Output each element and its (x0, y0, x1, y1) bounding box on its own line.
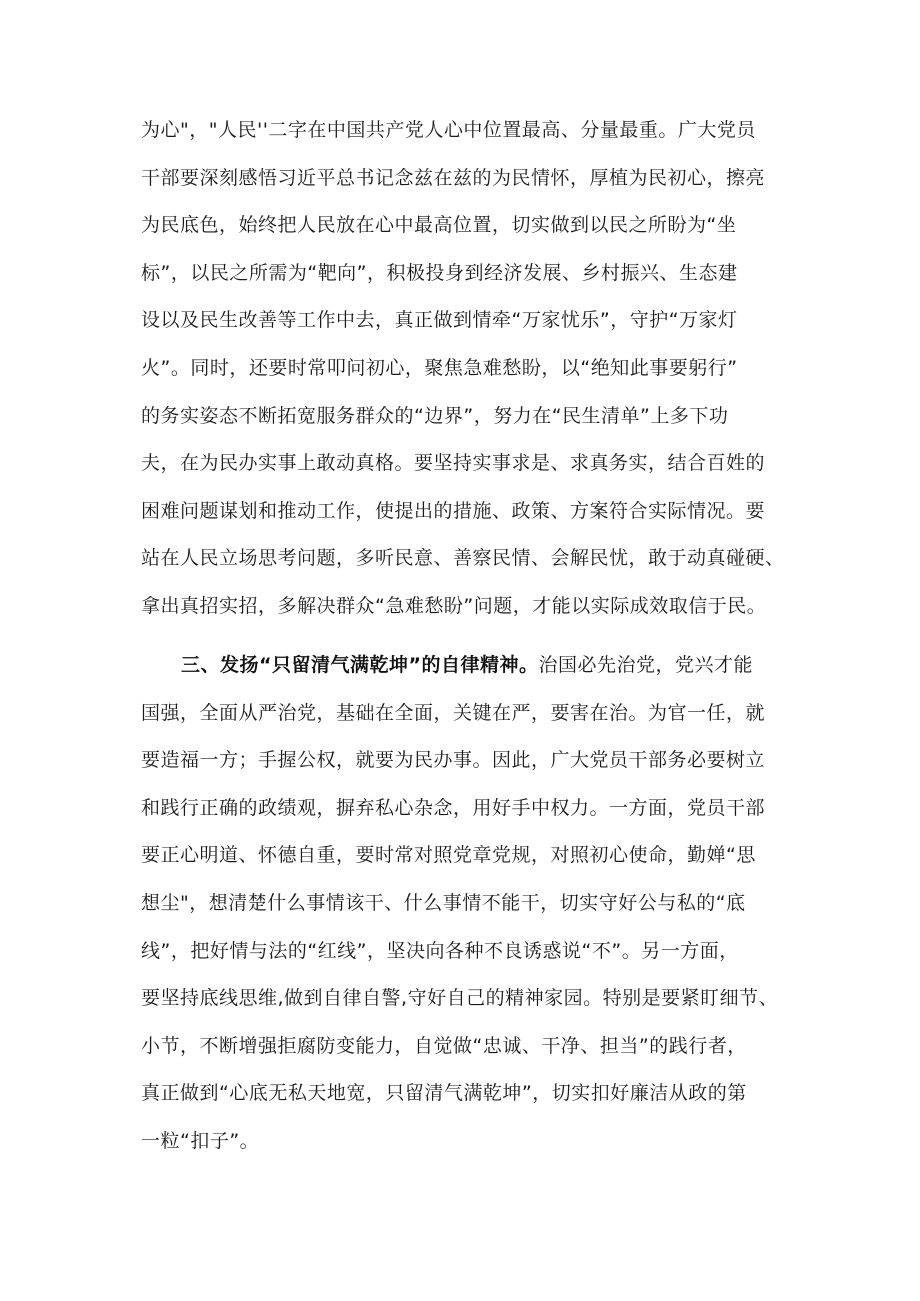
paragraph-2-line: 小节，不断增强拒腐防变能力，自觉做“忠诚、干净、担当”的践行者， (141, 1035, 747, 1057)
paragraph-1-line: 困难问题谋划和推动工作，使提出的措施、政策、方案符合实际情况。要 (141, 500, 766, 522)
paragraph-1-line: 站在人民立场思考问题，多听民意、善察民情、会解民忧，敢于动真碰硬、 (141, 547, 785, 569)
paragraph-1-line: 为民底色，始终把人民放在心中最高位置，切实做到以民之所盼为“坐 (141, 214, 737, 236)
paragraph-2-line: 真正做到“心底无私天地宽，只留清气满乾坤”，切实扣好廉洁从政的第 (141, 1082, 747, 1104)
paragraph-2-line: 要坚持底线思维,做到自律自警,守好自己的精神家园。特别是要紧盯细节、 (141, 987, 779, 1009)
paragraph-1-line: 夫，在为民办实事上敢动真格。要坚持实事求是、求真务实，结合百姓的 (141, 452, 766, 474)
paragraph-1-line: 标”，以民之所需为“靶向”，积极投身到经济发展、乡村振兴、生态建 (141, 262, 738, 284)
paragraph-2-line: 和践行正确的政绩观，摒弃私心杂念，用好手中权力。一方面，党员干部 (141, 797, 766, 819)
paragraph-2-line: 国强，全面从严治党，基础在全面，关键在严，要害在治。为官一任，就 (141, 702, 766, 724)
paragraph-2-line: 线”，把好情与法的“红线”，坚决向各种不良诱惑说“不”。另一方面， (141, 940, 739, 962)
section-heading: 三、发扬“只留清气满乾坤”的自律精神。 (181, 654, 539, 676)
paragraph-2-line: 要正心明道、怀德自重，要时常对照党章党规，对照初心使命，勤婵“思 (141, 844, 756, 866)
paragraph-2-first-line-text: 治国必先治党，党兴才能 (538, 654, 753, 676)
paragraph-1-line: 的务实姿态不断拓宽服务群众的“边界”，努力在“民生清单”上多下功 (141, 405, 729, 427)
paragraph-1-line: 拿出真招实招，多解决群众“急难愁盼”问题，才能以实际成效取信于民。 (141, 595, 767, 617)
paragraph-2-line: 要造福一方；手握公权，就要为民办事。因此，广大党员干部务必要树立 (141, 749, 766, 771)
paragraph-2-first-line (181, 653, 753, 677)
paragraph-1-line: 设以及民生改善等工作中去，真正做到情牵“万家忧乐”，守护“万家灯 (141, 309, 738, 331)
paragraph-1-line: 火”。同时，还要时常叩问初心，聚焦急难愁盼，以“绝知此事要躬行” (141, 357, 738, 379)
paragraph-1-line: 干部要深刻感悟习近平总书记念兹在兹的为民情怀，厚植为民初心，擦亮 (141, 167, 766, 189)
paragraph-2-line: 一粒“扣子”。 (141, 1130, 260, 1152)
paragraph-1-line: 为心"，"人民''二字在中国共产党人心中位置最高、分量最重。广大党员 (141, 119, 756, 141)
paragraph-2-line: 想尘"，想清楚什么事情该干、什么事情不能干，切实守好公与私的“底 (141, 892, 746, 914)
